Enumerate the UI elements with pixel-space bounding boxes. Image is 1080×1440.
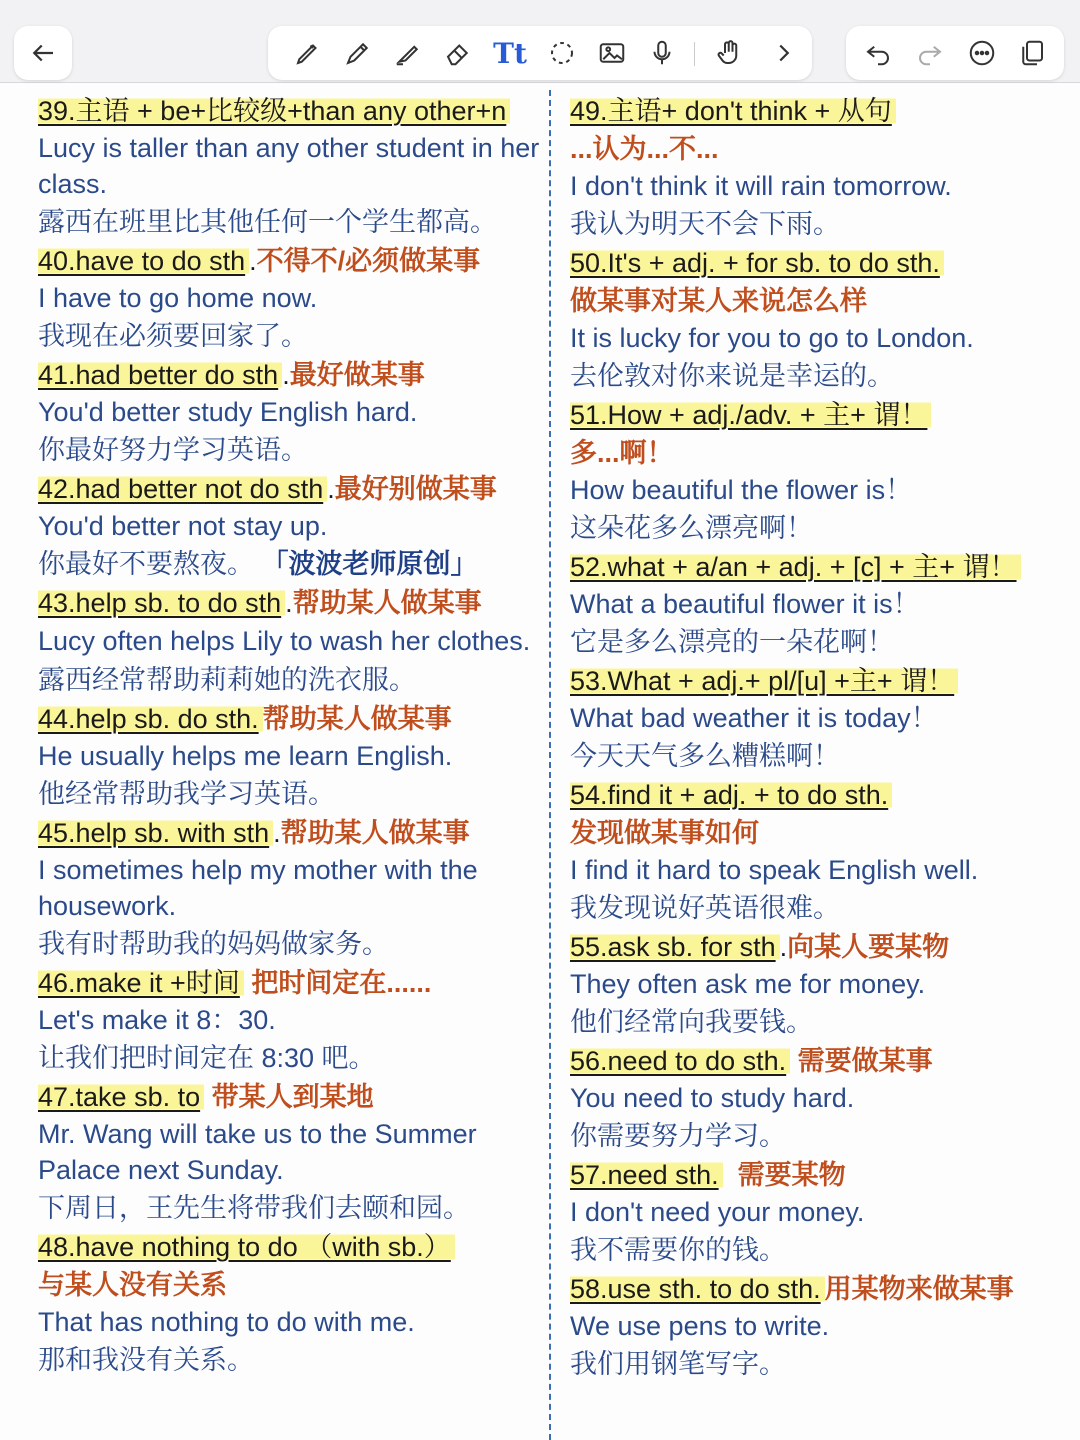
pattern-heading: 41.had better do sth — [38, 360, 282, 390]
translation: 我有时帮助我的妈妈做家务。 — [38, 929, 389, 959]
entry-40 — [38, 242, 548, 356]
microphone-icon[interactable] — [640, 26, 684, 80]
hand-gesture-icon[interactable] — [708, 26, 752, 80]
translation: 这朵花多么漂亮啊！ — [570, 513, 813, 543]
meaning-label: 帮助某人做某事 — [280, 818, 470, 848]
note-page[interactable] — [0, 84, 1080, 1440]
toolbar-separator — [694, 42, 695, 66]
heading-separator: . — [779, 932, 788, 962]
entry-42 — [38, 470, 548, 584]
example-sentence: You'd better not stay up. — [38, 511, 328, 541]
pencil-icon[interactable] — [336, 26, 380, 80]
pattern-heading: 53.What + adj.+ pl/[u] +主+ 谓！ — [570, 666, 958, 696]
example-sentence: You'd better study English hard. — [38, 397, 418, 427]
translation: 下周日，王先生将带我们去颐和园。 — [38, 1193, 470, 1223]
example-sentence: He usually helps me learn English. — [38, 741, 453, 771]
meaning-label: 用某物来做某事 — [824, 1274, 1014, 1304]
example-sentence: They often ask me for money. — [570, 969, 926, 999]
entry-44 — [38, 700, 548, 814]
pattern-heading: 54.find it + adj. + to do sth. — [570, 780, 892, 810]
pattern-heading: 47.take sb. to — [38, 1082, 204, 1112]
entry-43 — [38, 584, 548, 700]
example-sentence: It is lucky for you to go to London. — [570, 323, 974, 353]
entry-57 — [570, 1156, 1070, 1270]
example-sentence: Let's make it 8：30. — [38, 1005, 276, 1035]
example-sentence: Mr. Wang will take us to the Summer Palace next Sunday. — [38, 1119, 477, 1185]
meaning-label: 需要做某事 — [790, 1046, 933, 1076]
example-sentence: Lucy is taller than any other student in her class. — [38, 133, 540, 199]
example-sentence: You need to study hard. — [570, 1083, 855, 1113]
heading-separator: . — [285, 588, 293, 618]
meaning-label: 发现做某事如何 — [570, 818, 759, 848]
translation: 我发现说好英语很难。 — [570, 893, 840, 923]
chevron-right-icon[interactable] — [762, 26, 806, 80]
pattern-heading: 51.How + adj./adv. + 主+ 谓！ — [570, 400, 931, 430]
pattern-heading: 57.need sth. — [570, 1160, 723, 1190]
column-divider — [549, 90, 551, 1440]
translation: 我认为明天不会下雨。 — [570, 209, 840, 239]
translation: 他们经常向我要钱。 — [570, 1007, 813, 1037]
example-sentence: What a beautiful flower it is！ — [570, 589, 920, 619]
lasso-icon[interactable] — [540, 26, 584, 80]
entry-52 — [570, 548, 1070, 662]
meaning-label: 最好别做某事 — [334, 474, 497, 504]
example-sentence: What bad weather it is today！ — [570, 703, 938, 733]
redo-icon[interactable] — [908, 26, 952, 80]
actions-pill — [846, 26, 1064, 80]
translation: 那和我没有关系。 — [38, 1345, 254, 1375]
translation: 让我们把时间定在 8:30 吧。 — [38, 1043, 376, 1073]
example-sentence: I don't need your money. — [570, 1197, 865, 1227]
text-tool-icon[interactable]: Tt — [493, 36, 527, 70]
entry-58 — [570, 1270, 1070, 1384]
meaning-label: 把时间定在...... — [243, 968, 432, 998]
translation — [38, 544, 548, 584]
entry-46 — [38, 964, 548, 1078]
example-sentence: I have to go home now. — [38, 283, 318, 313]
example-sentence: That has nothing to do with me. — [38, 1307, 415, 1337]
meaning-label: 最好做某事 — [289, 360, 425, 390]
arrow-left-icon[interactable] — [21, 26, 65, 80]
tools-pill — [268, 26, 812, 80]
meaning-label: ...认为...不... — [570, 134, 719, 164]
heading-separator: . — [273, 818, 281, 848]
entry-56 — [570, 1042, 1070, 1156]
pattern-heading: 55.ask sb. for sth — [570, 932, 780, 962]
meaning-label: 多...啊！ — [570, 438, 674, 468]
entry-51 — [570, 396, 1070, 548]
pattern-heading: 58.use sth. to do sth. — [570, 1274, 825, 1304]
translation: 露西在班里比其他任何一个学生都高。 — [38, 207, 497, 237]
translation: 我不需要你的钱。 — [570, 1235, 786, 1265]
example-sentence: I find it hard to speak English well. — [570, 855, 979, 885]
meaning-label: 不得不/必须做某事 — [256, 246, 481, 276]
entry-47 — [38, 1078, 548, 1228]
pattern-heading: 52.what + a/an + adj. + [c] + 主+ 谓！ — [570, 552, 1021, 582]
pen-icon[interactable] — [286, 26, 330, 80]
translation: 它是多么漂亮的一朵花啊！ — [570, 627, 894, 657]
heading-separator: . — [282, 360, 290, 390]
translation: 你需要努力学习。 — [570, 1121, 786, 1151]
entry-48 — [38, 1228, 548, 1380]
pattern-heading: 56.need to do sth. — [570, 1046, 790, 1076]
translation-text: 你最好不要熬夜。 — [38, 549, 254, 579]
pattern-heading: 49.主语+ don't think + 从句 — [570, 96, 896, 126]
translation: 今天天气多么糟糕啊！ — [570, 741, 840, 771]
pattern-heading: 45.help sb. with sth — [38, 818, 273, 848]
entry-53 — [570, 662, 1070, 776]
entry-55 — [570, 928, 1070, 1042]
meaning-label: 做某事对某人来说怎么样 — [570, 286, 867, 316]
entry-54 — [570, 776, 1070, 928]
pattern-heading: 50.It's + adj. + for sb. to do sth. — [570, 248, 944, 278]
meaning-label: 需要某物 — [722, 1160, 846, 1190]
entry-41 — [38, 356, 548, 470]
entry-49 — [570, 92, 1070, 244]
meaning-label: 向某人要某物 — [787, 932, 950, 962]
pattern-heading: 48.have nothing to do （with sb.） — [38, 1232, 455, 1262]
highlighter-icon[interactable] — [386, 26, 430, 80]
example-sentence: We use pens to write. — [570, 1311, 830, 1341]
back-pill — [14, 26, 72, 80]
translation: 他经常帮助我学习英语。 — [38, 779, 335, 809]
pages-icon[interactable] — [1010, 26, 1054, 80]
image-icon[interactable] — [590, 26, 634, 80]
meaning-label: 帮助某人做某事 — [292, 588, 482, 618]
undo-icon[interactable] — [856, 26, 900, 80]
translation: 去伦敦对你来说是幸运的。 — [570, 361, 894, 391]
entry-45 — [38, 814, 548, 964]
heading-separator: . — [327, 474, 335, 504]
pattern-heading: 40.have to do sth — [38, 246, 249, 276]
example-sentence: I don't think it will rain tomorrow. — [570, 171, 952, 201]
pattern-heading: 39.主语 + be+比较级+than any other+n — [38, 96, 510, 126]
pattern-heading: 44.help sb. do sth. — [38, 704, 263, 734]
translation: 你最好努力学习英语。 — [38, 435, 308, 465]
left-column — [38, 92, 548, 1380]
heading-separator: . — [249, 246, 257, 276]
meaning-label: 带某人到某地 — [204, 1082, 374, 1112]
pattern-heading: 46.make it +时间 — [38, 968, 244, 998]
translation: 我们用钢笔写字。 — [570, 1349, 786, 1379]
entry-50 — [570, 244, 1070, 396]
entry-39 — [38, 92, 548, 242]
translation: 我现在必须要回家了。 — [38, 321, 308, 351]
eraser-icon[interactable] — [436, 26, 480, 80]
right-column — [570, 92, 1070, 1384]
author-credit: 「波波老师原创」 — [261, 549, 478, 579]
meaning-label: 帮助某人做某事 — [262, 704, 452, 734]
meaning-label: 与某人没有关系 — [38, 1270, 227, 1300]
example-sentence: Lucy often helps Lily to wash her clothes.露西经常帮助莉莉她的洗衣服。 — [38, 626, 531, 695]
example-sentence: How beautiful the flower is！ — [570, 475, 913, 505]
example-sentence: I sometimes help my mother with the housework. — [38, 855, 478, 921]
pattern-heading: 43.help sb. to do sth — [38, 588, 285, 618]
top-toolbar — [0, 0, 1080, 83]
more-icon[interactable] — [960, 26, 1004, 80]
pattern-heading: 42.had better not do sth — [38, 474, 327, 504]
